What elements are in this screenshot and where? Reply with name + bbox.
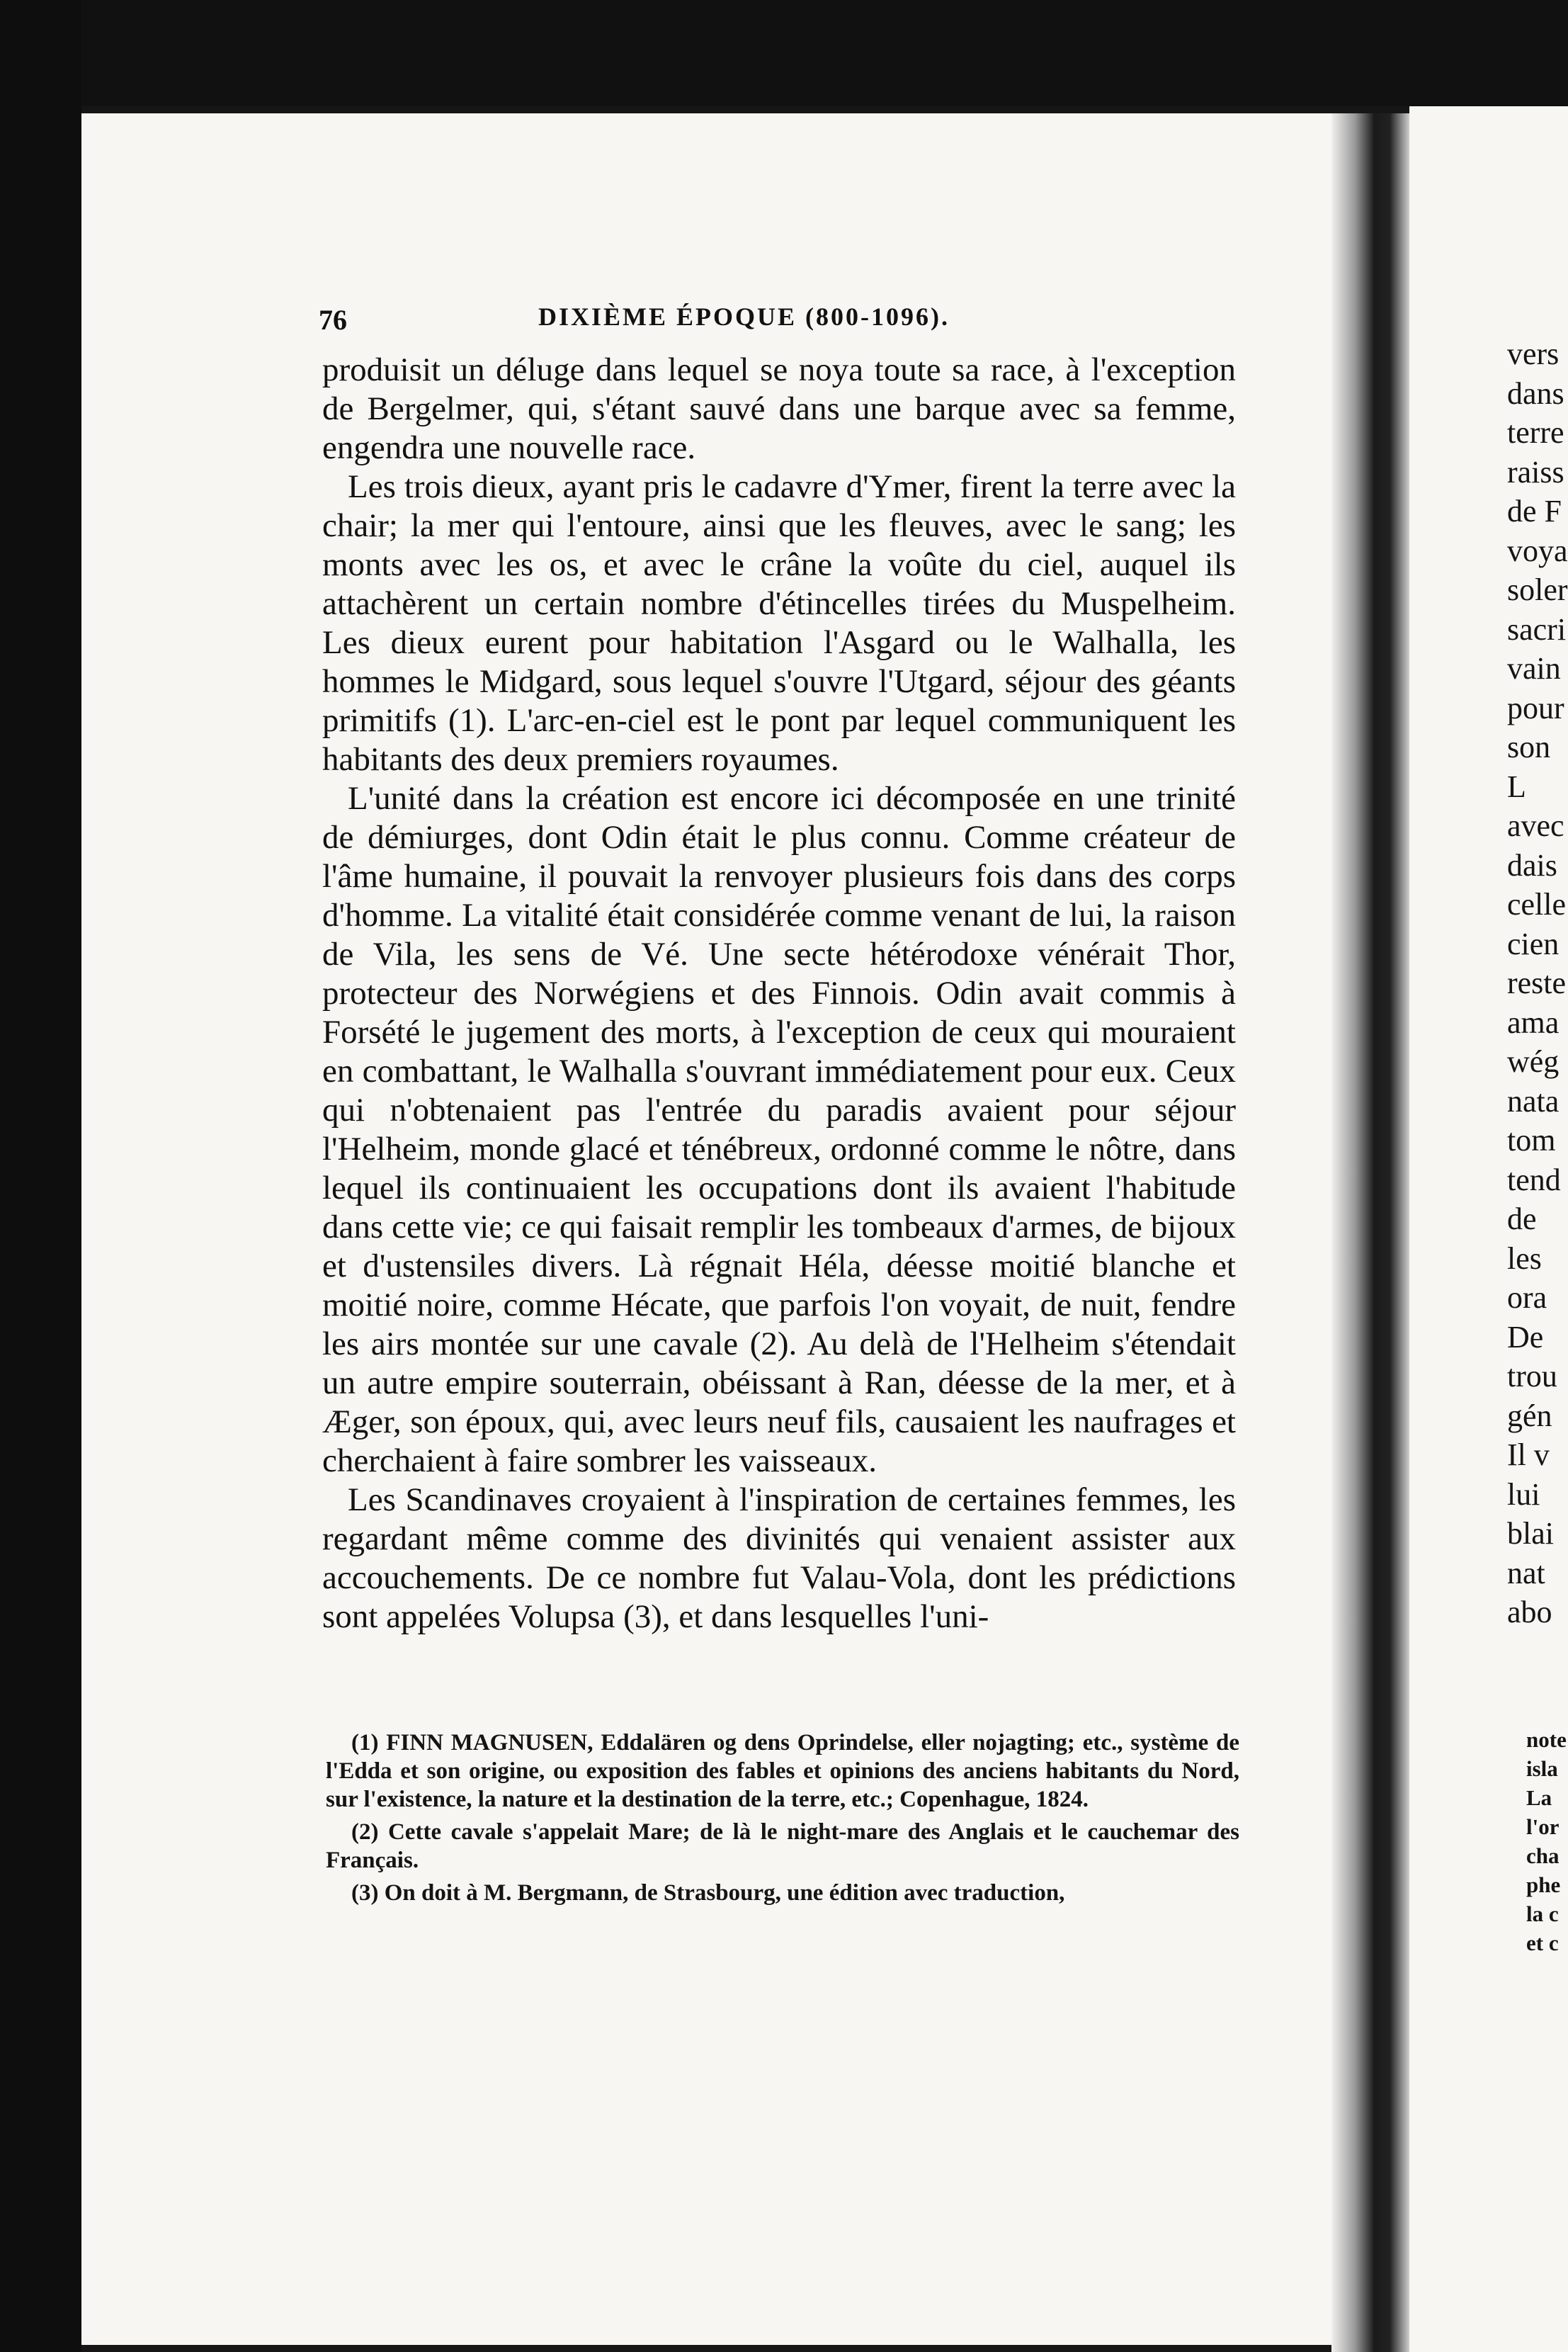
facing-page-line: raiss xyxy=(1507,454,1564,490)
paragraph: Les Scandinaves croyaient à l'inspiration de certaines femmes, les regardant même comme des divinités qui venaient assister aux accouchements. De ce nombre fut Valau-Vola, dont les prédictions sont appelées Volupsa (3), et dans lesquelles l'uni- xyxy=(322,1481,1236,1635)
facing-page-line: abo xyxy=(1507,1595,1552,1629)
facing-page-line: vain xyxy=(1507,651,1561,686)
page-header xyxy=(319,296,1232,346)
scan-border-top xyxy=(0,0,1568,106)
facing-page-line: lui xyxy=(1507,1476,1540,1512)
facing-page-line: dans xyxy=(1507,375,1564,411)
facing-page-footnote-line: isla xyxy=(1526,1756,1558,1781)
facing-page-line: Il v xyxy=(1507,1437,1550,1472)
page-number: 76 xyxy=(319,304,347,336)
facing-page-line: de F xyxy=(1507,494,1562,528)
body-text xyxy=(322,351,1236,1636)
facing-page-line: L xyxy=(1507,769,1526,804)
facing-page-line: reste xyxy=(1507,966,1567,1000)
footnote: (2) Cette cavale s'appelait Mare; de là le night-mare des Anglais et le cauchemar des Français. xyxy=(326,1819,1239,1873)
scan-border-left xyxy=(0,0,81,2352)
facing-page-line: ama xyxy=(1507,1005,1560,1040)
facing-page-line: soler xyxy=(1507,572,1568,607)
facing-page-line: sacri xyxy=(1507,611,1567,647)
footnote: (1) FINN MAGNUSEN, Eddalären og dens Oprindelse, eller nojagting; etc., système de l'Edda et son origine, ou exposition des fables et opinions des anciens habitants du Nord, sur l'existence, la nature et la destination de la terre, etc.; Copenhague, 1824. xyxy=(326,1730,1239,1812)
facing-page-footnote-line: l'or xyxy=(1526,1814,1560,1839)
facing-page-line: dais xyxy=(1507,847,1557,883)
facing-page-footnote-line: La xyxy=(1526,1785,1552,1810)
facing-page-footnote-line: et c xyxy=(1526,1930,1559,1955)
facing-page-text xyxy=(1507,334,1568,1632)
facing-page-line: wég xyxy=(1507,1044,1560,1079)
facing-page-line: tom xyxy=(1507,1123,1556,1158)
facing-page-footnote-line: note xyxy=(1526,1727,1567,1752)
facing-page-line: voya xyxy=(1507,533,1568,568)
facing-page-line: blai xyxy=(1507,1516,1554,1551)
paragraph: L'unité dans la création est encore ici décomposée en une trinité de démiurges, dont Odin était le plus connu. Comme créateur de l'âme humaine, il pouvait la renvoyer plusieurs fois dans des corps d'homme. La vitalité était considérée comme venant de lui, la raison de Vila, les sens de Vé. Une secte hétérodoxe vénérait Thor, protecteur des Norwégiens et des Finnois. Odin avait commis à Forsété le jugement des morts, à l'exception de ceux qui mouraient en combattant, le Walhalla s'ouvrant immédiatement pour eux. Ceux qui n'obtenaient pas l'entrée du paradis avaient pour séjour l'Helheim, monde glacé et ténébreux, ordonné comme le nôtre, dans lequel ils continuaient les occupations dont ils avaient l'habitude dans cette vie; ce qui faisait remplir les tombeaux d'armes, de bijoux et d'ustensiles divers. Là régnait Héla, déesse moitié blanche et moitié noire, comme Hécate, que parfois l'on voyait, de nuit, fendre les airs montée sur une cavale (2). Au delà de l'Helheim s'étendait un autre empire souterrain, obéissant à Ran, déesse de la mer, et à Æger, son époux, qui, avec leurs neuf fils, causaient les naufrages et cherchaient à faire sombrer les vaisseaux. xyxy=(322,780,1236,1479)
facing-page-footnote-line: cha xyxy=(1526,1843,1560,1868)
facing-page-line: De xyxy=(1507,1319,1544,1355)
facing-page-line: trou xyxy=(1507,1359,1557,1393)
facing-page-line: terre xyxy=(1507,415,1564,450)
facing-page-line: tend xyxy=(1507,1162,1561,1197)
facing-page-footnote-line: phe xyxy=(1526,1872,1561,1897)
book-gutter xyxy=(1331,113,1409,2352)
facing-page-line: nat xyxy=(1507,1555,1545,1590)
facing-page-footnote-line: la c xyxy=(1526,1901,1559,1926)
facing-page-line: les xyxy=(1507,1240,1542,1276)
facing-page-line: celle xyxy=(1507,887,1567,922)
paragraph: produisit un déluge dans lequel se noya toute sa race, à l'exception de Bergelmer, qui, s'étant sauvé dans une barque avec sa femme, engendra une nouvelle race. xyxy=(322,351,1236,466)
facing-page-line: de xyxy=(1507,1202,1537,1236)
facing-page-line: cien xyxy=(1507,926,1560,961)
facing-page-line: pour xyxy=(1507,690,1564,725)
facing-page-footnotes xyxy=(1526,1725,1568,1957)
facing-page-line: avec xyxy=(1507,808,1564,843)
facing-page-line: nata xyxy=(1507,1083,1560,1119)
facing-page-line: son xyxy=(1507,730,1551,764)
footnotes xyxy=(326,1729,1239,1911)
facing-page-line: gén xyxy=(1507,1398,1552,1433)
footnote: (3) On doit à M. Bergmann, de Strasbourg, une édition avec traduction, xyxy=(351,1880,1065,1906)
facing-page-line: vers xyxy=(1507,337,1560,371)
facing-page-line: ora xyxy=(1507,1280,1547,1315)
paragraph: Les trois dieux, ayant pris le cadavre d'Ymer, firent la terre avec la chair; la mer qui l'entoure, ainsi que les fleuves, avec le sang; les monts avec les os, et avec le crâne la voûte du ciel, auquel ils attachèrent un certain nombre d'étincelles tirées du Muspelheim. Les dieux eurent pour habitation l'Asgard ou le Walhalla, les hommes le Midgard, sous lequel s'ouvre l'Utgard, séjour des géants primitifs (1). L'arc-en-ciel est le pont par lequel communiquent les habitants des deux premiers royaumes. xyxy=(322,468,1236,778)
running-title: DIXIÈME ÉPOQUE (800-1096). xyxy=(538,303,950,331)
